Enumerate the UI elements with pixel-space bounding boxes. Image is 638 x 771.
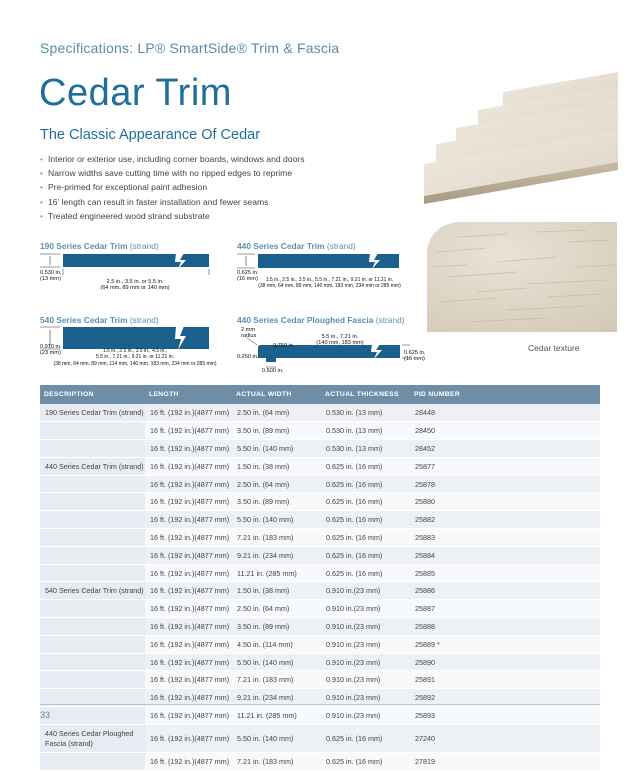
cell-description bbox=[40, 475, 145, 493]
cell-pid: 25878 bbox=[410, 475, 600, 493]
cell-thickness: 0.625 in. (16 mm) bbox=[321, 564, 410, 582]
cell-length: 16 ft. (192 in.)(4877 mm) bbox=[145, 618, 232, 636]
width-label-440: 1.5 in., 2.5 in., 3.5 in., 5.5 in., 7.21 in., 9.21 in. or 11.21 in. (38 mm, 64 mm, 89 mm, 140 mm, 183 mm, 234 mm or 285 mm) bbox=[258, 277, 401, 290]
cell-width: 5.50 in. (140 mm) bbox=[232, 653, 321, 671]
cell-length: 16 ft. (192 in.)(4877 mm) bbox=[145, 635, 232, 653]
cell-length: 16 ft. (192 in.)(4877 mm) bbox=[145, 422, 232, 440]
table-row bbox=[40, 404, 600, 422]
page-title: Cedar Trim bbox=[39, 72, 232, 114]
cell-thickness: 0.910 in.(23 mm) bbox=[321, 618, 410, 636]
table-row bbox=[40, 493, 600, 511]
cell-pid: 27240 bbox=[410, 724, 600, 752]
cell-description bbox=[40, 752, 145, 770]
cell-length: 16 ft. (192 in.)(4877 mm) bbox=[145, 653, 232, 671]
cell-description bbox=[40, 653, 145, 671]
table-row bbox=[40, 511, 600, 529]
table-row bbox=[40, 529, 600, 547]
cell-length: 16 ft. (192 in.)(4877 mm) bbox=[145, 546, 232, 564]
radius-label-fascia: 2 mm radius bbox=[241, 327, 257, 340]
spec-table bbox=[40, 385, 600, 771]
cell-thickness: 0.910 in.(23 mm) bbox=[321, 600, 410, 618]
cell-pid: 25886 bbox=[410, 582, 600, 600]
cell-pid: 27819 bbox=[410, 752, 600, 770]
col-description: DESCRIPTION bbox=[40, 385, 145, 404]
cell-description bbox=[40, 618, 145, 636]
cell-description bbox=[40, 600, 145, 618]
cell-thickness: 0.625 in. (16 mm) bbox=[321, 529, 410, 547]
cell-width: 4.50 in. (114 mm) bbox=[232, 635, 321, 653]
cell-description bbox=[40, 422, 145, 440]
right-thickness-label: 0.625 in. (16 mm) bbox=[404, 350, 426, 363]
table-row bbox=[40, 752, 600, 770]
thickness-label-440: 0.625 in. (16 mm) bbox=[237, 270, 259, 283]
cell-length: 16 ft. (192 in.)(4877 mm) bbox=[145, 457, 232, 475]
cell-length: 16 ft. (192 in.)(4877 mm) bbox=[145, 511, 232, 529]
feature-item: • Treated engineered wood strand substrate bbox=[40, 210, 210, 221]
width-label-540: 1.5 in., 2.5 in., 3.5 in., 4.5 in., 5.5 in., 7.21 in., 9.21 in. or 11.21 in. (38 mm, 64 mm, 89 mm, 114 mm, 140 mm, 183 mm, 234 mm or 285 mm) bbox=[53, 348, 217, 367]
cell-thickness: 0.910 in.(23 mm) bbox=[321, 582, 410, 600]
board-190 bbox=[63, 254, 209, 267]
cell-length: 16 ft. (192 in.)(4877 mm) bbox=[145, 404, 232, 422]
cell-length: 16 ft. (192 in.)(4877 mm) bbox=[145, 724, 232, 752]
table-row bbox=[40, 653, 600, 671]
left-thickness-label: 0.250 in. bbox=[237, 354, 259, 360]
cell-width: 7.21 in. (183 mm) bbox=[232, 529, 321, 547]
cell-width: 2.50 in. (64 mm) bbox=[232, 404, 321, 422]
table-row bbox=[40, 422, 600, 440]
cell-length: 16 ft. (192 in.)(4877 mm) bbox=[145, 752, 232, 770]
cell-pid: 25892 bbox=[410, 689, 600, 707]
cell-width: 5.50 in. (140 mm) bbox=[232, 724, 321, 752]
cell-thickness: 0.910 in.(23 mm) bbox=[321, 707, 410, 725]
diagram-title-190: 190 Series Cedar Trim (strand) bbox=[40, 241, 159, 251]
cell-description bbox=[40, 707, 145, 725]
cell-width: 7.21 in. (183 mm) bbox=[232, 671, 321, 689]
cell-thickness: 0.910 in.(23 mm) bbox=[321, 671, 410, 689]
cell-width: 11.21 in. (285 mm) bbox=[232, 564, 321, 582]
cell-thickness: 0.910 in.(23 mm) bbox=[321, 653, 410, 671]
cell-length: 16 ft. (192 in.)(4877 mm) bbox=[145, 707, 232, 725]
cell-width: 3.50 in. (89 mm) bbox=[232, 493, 321, 511]
cell-thickness: 0.530 in. (13 mm) bbox=[321, 440, 410, 458]
cell-thickness: 0.625 in. (16 mm) bbox=[321, 546, 410, 564]
cell-pid: 25888 bbox=[410, 618, 600, 636]
cell-thickness: 0.530 in. (13 mm) bbox=[321, 404, 410, 422]
cell-description bbox=[40, 671, 145, 689]
cell-thickness: 0.530 in. (13 mm) bbox=[321, 422, 410, 440]
width-label-fascia: 5.5 in., 7.21 in. (140 mm, 183 mm) bbox=[316, 334, 364, 347]
cell-width: 2.50 in. (64 mm) bbox=[232, 600, 321, 618]
cell-width: 1.50 in. (38 mm) bbox=[232, 457, 321, 475]
cell-description: 440 Series Cedar Trim (strand) bbox=[40, 457, 145, 475]
cell-pid: 25880 bbox=[410, 493, 600, 511]
diagram-title-540: 540 Series Cedar Trim (strand) bbox=[40, 315, 159, 325]
table-header-row bbox=[40, 385, 600, 404]
cell-thickness: 0.625 in. (16 mm) bbox=[321, 752, 410, 770]
cell-pid: 25884 bbox=[410, 546, 600, 564]
cell-width: 3.50 in. (89 mm) bbox=[232, 422, 321, 440]
spec-topline: Specifications: LP® SmartSide® Trim & Fascia bbox=[40, 40, 340, 56]
cell-width: 3.50 in. (89 mm) bbox=[232, 618, 321, 636]
cell-description bbox=[40, 493, 145, 511]
cell-length: 16 ft. (192 in.)(4877 mm) bbox=[145, 475, 232, 493]
cell-thickness: 0.625 in. (16 mm) bbox=[321, 457, 410, 475]
cell-length: 16 ft. (192 in.)(4877 mm) bbox=[145, 493, 232, 511]
cell-description bbox=[40, 440, 145, 458]
cell-pid: 25889 * bbox=[410, 635, 600, 653]
cell-length: 16 ft. (192 in.)(4877 mm) bbox=[145, 582, 232, 600]
cell-thickness: 0.625 in. (16 mm) bbox=[321, 493, 410, 511]
table-row bbox=[40, 635, 600, 653]
cell-width: 5.50 in. (140 mm) bbox=[232, 511, 321, 529]
table-row bbox=[40, 440, 600, 458]
table-row bbox=[40, 564, 600, 582]
cell-width: 2.50 in. (64 mm) bbox=[232, 475, 321, 493]
cell-pid: 25891 bbox=[410, 671, 600, 689]
cell-description bbox=[40, 635, 145, 653]
table-row bbox=[40, 600, 600, 618]
cell-width: 9.21 in. (234 mm) bbox=[232, 689, 321, 707]
cell-pid: 25882 bbox=[410, 511, 600, 529]
cell-pid: 28448 bbox=[410, 404, 600, 422]
table-row bbox=[40, 618, 600, 636]
cell-description bbox=[40, 564, 145, 582]
cell-description bbox=[40, 529, 145, 547]
width-label-190: 2.5 in., 3.5 in. or 5.5 in. (64 mm, 89 mm or 140 mm) bbox=[100, 279, 170, 292]
cell-description bbox=[40, 546, 145, 564]
cell-description bbox=[40, 511, 145, 529]
feature-item: • Interior or exterior use, including corner boards, windows and doors bbox=[40, 154, 305, 164]
col-thickness: ACTUAL THICKNESS bbox=[321, 385, 410, 404]
groove-width-label: 0.500 in. bbox=[262, 368, 284, 374]
cell-length: 16 ft. (192 in.)(4877 mm) bbox=[145, 600, 232, 618]
table-row bbox=[40, 707, 600, 725]
cell-thickness: 0.910 in.(23 mm) bbox=[321, 635, 410, 653]
groove-depth-label: 0.750 in. bbox=[273, 343, 295, 349]
cell-description: 540 Series Cedar Trim (strand) bbox=[40, 582, 145, 600]
cell-length: 16 ft. (192 in.)(4877 mm) bbox=[145, 689, 232, 707]
feature-item: • Narrow widths save cutting time with no ripped edges to reprime bbox=[40, 168, 293, 179]
thickness-label-190: 0.530 in. (13 mm) bbox=[40, 270, 62, 283]
cell-pid: 25887 bbox=[410, 600, 600, 618]
cell-thickness: 0.625 in. (16 mm) bbox=[321, 511, 410, 529]
cell-length: 16 ft. (192 in.)(4877 mm) bbox=[145, 529, 232, 547]
col-pid: PID NUMBER bbox=[410, 385, 600, 404]
col-length: LENGTH bbox=[145, 385, 232, 404]
cell-pid: 25893 bbox=[410, 707, 600, 725]
table-row bbox=[40, 671, 600, 689]
cell-pid: 25890 bbox=[410, 653, 600, 671]
page-number: 33 bbox=[40, 710, 51, 720]
cell-width: 7.21 in. (183 mm) bbox=[232, 752, 321, 770]
cell-length: 16 ft. (192 in.)(4877 mm) bbox=[145, 671, 232, 689]
cell-length: 16 ft. (192 in.)(4877 mm) bbox=[145, 564, 232, 582]
cell-thickness: 0.625 in. (16 mm) bbox=[321, 475, 410, 493]
table-row bbox=[40, 546, 600, 564]
cell-thickness: 0.910 in.(23 mm) bbox=[321, 689, 410, 707]
cell-pid: 28450 bbox=[410, 422, 600, 440]
diagram-title-440: 440 Series Cedar Trim (strand) bbox=[237, 241, 356, 251]
cell-description: 440 Series Cedar Ploughed Fascia (strand) bbox=[40, 724, 145, 752]
cell-thickness: 0.625 in. (16 mm) bbox=[321, 724, 410, 752]
cell-width: 1.50 in. (38 mm) bbox=[232, 582, 321, 600]
cell-width: 5.50 in. (140 mm) bbox=[232, 440, 321, 458]
cell-pid: 25883 bbox=[410, 529, 600, 547]
footer-rule bbox=[40, 704, 600, 705]
texture-caption: Cedar texture bbox=[528, 343, 580, 353]
cell-pid: 25877 bbox=[410, 457, 600, 475]
table-row bbox=[40, 582, 600, 600]
board-540 bbox=[63, 327, 209, 349]
cell-description: 190 Series Cedar Trim (strand) bbox=[40, 404, 145, 422]
thickness-label-540: 0.910 in. (23 mm) bbox=[40, 344, 62, 357]
table-row bbox=[40, 475, 600, 493]
diagram-title-fascia: 440 Series Cedar Ploughed Fascia (strand) bbox=[237, 315, 405, 325]
table-row bbox=[40, 724, 600, 752]
table-row bbox=[40, 457, 600, 475]
cell-length: 16 ft. (192 in.)(4877 mm) bbox=[145, 440, 232, 458]
cell-width: 9.21 in. (234 mm) bbox=[232, 546, 321, 564]
feature-item: • Pre-primed for exceptional paint adhesion bbox=[40, 182, 208, 193]
cell-pid: 28452 bbox=[410, 440, 600, 458]
cell-width: 11.21 in. (285 mm) bbox=[232, 707, 321, 725]
cell-pid: 25885 bbox=[410, 564, 600, 582]
col-width: ACTUAL WIDTH bbox=[232, 385, 321, 404]
section-subtitle: The Classic Appearance Of Cedar bbox=[40, 127, 261, 143]
feature-item: • 16' length can result in faster installation and fewer seams bbox=[40, 196, 269, 207]
